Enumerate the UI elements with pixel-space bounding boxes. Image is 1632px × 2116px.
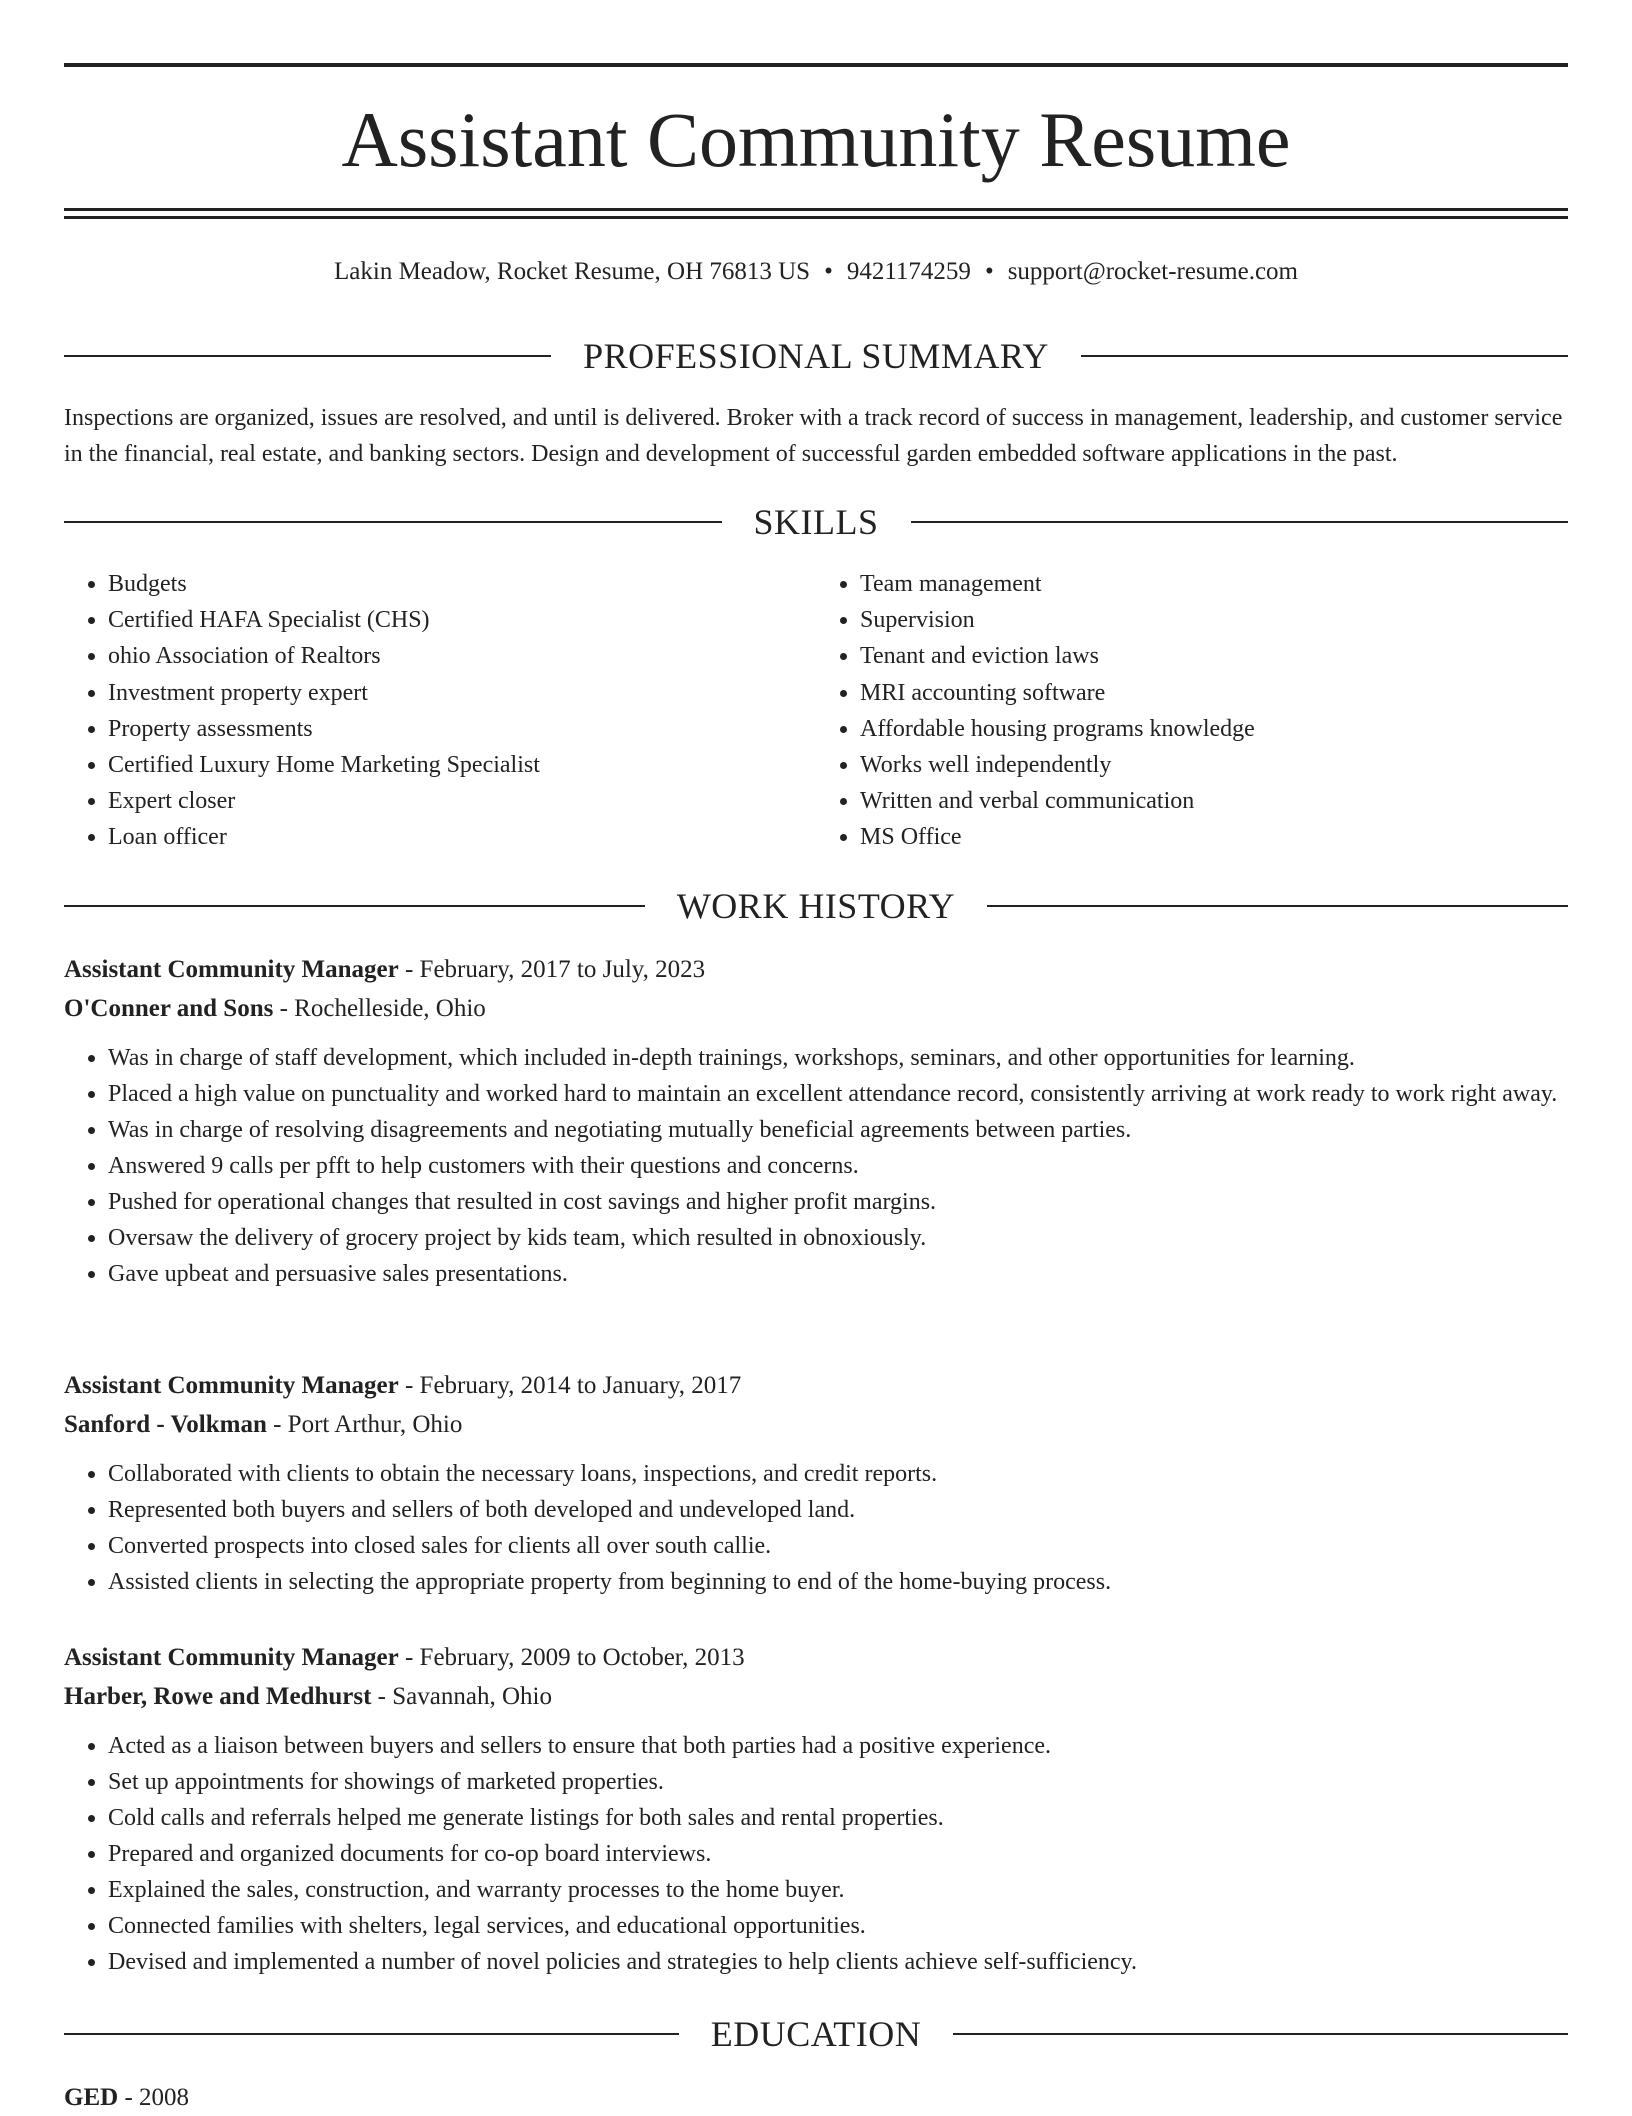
skill-item: • MRI accounting software bbox=[860, 675, 1568, 711]
job-bullet: • Gave upbeat and persuasive sales presentations. bbox=[108, 1256, 1568, 1292]
job-title: Assistant Community Manager bbox=[64, 1372, 399, 1399]
contact-line bbox=[0, 255, 1632, 289]
job-heading bbox=[64, 950, 1568, 989]
skill-item: • Supervision bbox=[860, 602, 1568, 638]
title-rule-upper bbox=[64, 208, 1568, 211]
job-bullet: • Prepared and organized documents for co-op board interviews. bbox=[108, 1836, 1568, 1872]
job-dates: - February, 2017 to July, 2023 bbox=[404, 956, 706, 983]
skill-item: • Investment property expert bbox=[108, 675, 816, 711]
skill-item: • Team management bbox=[860, 566, 1568, 602]
section-rule bbox=[64, 521, 722, 523]
job-employer bbox=[64, 1677, 1568, 1716]
job-title: Assistant Community Manager bbox=[64, 956, 399, 983]
education-entry bbox=[64, 2080, 1568, 2116]
job-company: Sanford - Volkman bbox=[64, 1411, 267, 1438]
job-bullet: • Acted as a liaison between buyers and sellers to ensure that both parties had a positive experience. bbox=[108, 1728, 1568, 1764]
section-title-skills: SKILLS bbox=[753, 502, 879, 542]
job-company: Harber, Rowe and Medhurst bbox=[64, 1683, 372, 1710]
job-bullet: • Answered 9 calls per pfft to help customers with their questions and concerns. bbox=[108, 1148, 1568, 1184]
contact-separator: • bbox=[984, 258, 994, 285]
skills-list-left bbox=[64, 566, 816, 856]
job-entry bbox=[64, 1638, 1568, 1980]
skills-columns bbox=[64, 566, 1568, 856]
education-degree: GED bbox=[64, 2084, 119, 2111]
section-rule bbox=[64, 355, 551, 357]
job-title: Assistant Community Manager bbox=[64, 1644, 399, 1671]
skill-item: • Certified HAFA Specialist (CHS) bbox=[108, 602, 816, 638]
skill-item: • Certified Luxury Home Marketing Specialist bbox=[108, 747, 816, 783]
job-bullet: • Assisted clients in selecting the appropriate property from beginning to end of the home-buying process. bbox=[108, 1564, 1568, 1600]
job-bullet: • Explained the sales, construction, and warranty processes to the home buyer. bbox=[108, 1872, 1568, 1908]
job-bullet: • Was in charge of resolving disagreements and negotiating mutually beneficial agreements between parties. bbox=[108, 1112, 1568, 1148]
job-bullet: • Cold calls and referrals helped me generate listings for both sales and rental properties. bbox=[108, 1800, 1568, 1836]
job-heading bbox=[64, 1366, 1568, 1405]
skill-item: • Written and verbal communication bbox=[860, 783, 1568, 819]
contact-separator: • bbox=[824, 258, 833, 285]
skill-item: • Loan officer bbox=[108, 819, 816, 855]
job-bullet: • Represented both buyers and sellers of both developed and undeveloped land. bbox=[108, 1492, 1568, 1528]
resume-title: Assistant Community Resume bbox=[341, 96, 1291, 183]
skill-item: • Works well independently bbox=[860, 747, 1568, 783]
skill-item: • Property assessments bbox=[108, 711, 816, 747]
skill-item: • Budgets bbox=[108, 566, 816, 602]
section-rule bbox=[1081, 355, 1568, 357]
skill-item: • Affordable housing programs knowledge bbox=[860, 711, 1568, 747]
contact-address: Lakin Meadow, Rocket Resume, OH 76813 US bbox=[334, 258, 811, 285]
section-header-skills bbox=[64, 500, 1568, 544]
contact-email: support@rocket-resume.com bbox=[1007, 258, 1298, 285]
job-bullet: • Collaborated with clients to obtain the necessary loans, inspections, and credit reports. bbox=[108, 1456, 1568, 1492]
skill-item: • MS Office bbox=[860, 819, 1568, 855]
job-bullets bbox=[64, 1040, 1568, 1292]
job-bullet: • Oversaw the delivery of grocery project by kids team, which resulted in obnoxiously. bbox=[108, 1220, 1568, 1256]
job-bullet: • Set up appointments for showings of marketed properties. bbox=[108, 1764, 1568, 1800]
job-bullet: • Devised and implemented a number of novel policies and strategies to help clients achieve self-sufficiency. bbox=[108, 1944, 1568, 1980]
summary-text: Inspections are organized, issues are resolved, and until is delivered. Broker with a track record of success in management, leadership, and customer service in the financial, real estate, and banking sectors. Design and development of successful garden embedded software applications in the past. bbox=[64, 405, 1563, 467]
section-rule bbox=[911, 521, 1569, 523]
section-rule bbox=[987, 905, 1568, 907]
skill-item: • ohio Association of Realtors bbox=[108, 638, 816, 674]
job-entry bbox=[64, 1366, 1568, 1600]
job-location: - Port Arthur, Ohio bbox=[273, 1411, 463, 1438]
job-bullet: • Was in charge of staff development, which included in-depth trainings, workshops, seminars, and other opportunities for learning. bbox=[108, 1040, 1568, 1076]
job-bullets bbox=[64, 1456, 1568, 1600]
job-bullet: • Converted prospects into closed sales for clients all over south callie. bbox=[108, 1528, 1568, 1564]
job-company: O'Conner and Sons bbox=[64, 995, 274, 1022]
section-header-education bbox=[64, 2012, 1568, 2056]
section-header-summary bbox=[64, 334, 1568, 378]
job-bullet: • Pushed for operational changes that resulted in cost savings and higher profit margins. bbox=[108, 1184, 1568, 1220]
section-rule bbox=[64, 905, 645, 907]
job-bullets bbox=[64, 1728, 1568, 1980]
job-bullet: • Placed a high value on punctuality and worked hard to maintain an excellent attendance record, consistently arriving at work ready to work right away. bbox=[108, 1076, 1568, 1112]
job-dates: - February, 2009 to October, 2013 bbox=[404, 1644, 745, 1671]
job-dates: - February, 2014 to January, 2017 bbox=[404, 1372, 742, 1399]
skills-list-right bbox=[816, 566, 1568, 856]
section-header-work bbox=[64, 884, 1568, 928]
job-location: - Rochelleside, Ohio bbox=[279, 995, 486, 1022]
skill-item: • Expert closer bbox=[108, 783, 816, 819]
section-title-work: WORK HISTORY bbox=[676, 886, 956, 926]
job-bullet: • Connected families with shelters, legal services, and educational opportunities. bbox=[108, 1908, 1568, 1944]
job-entry bbox=[64, 950, 1568, 1292]
section-title-summary: PROFESSIONAL SUMMARY bbox=[583, 336, 1049, 376]
title-rule-lower bbox=[64, 216, 1568, 219]
section-rule bbox=[953, 2033, 1568, 2035]
skill-item: • Tenant and eviction laws bbox=[860, 638, 1568, 674]
education-year: - 2008 bbox=[124, 2084, 190, 2111]
job-employer bbox=[64, 1405, 1568, 1444]
job-location: - Savannah, Ohio bbox=[377, 1683, 552, 1710]
contact-phone: 9421174259 bbox=[846, 258, 971, 285]
section-title-education: EDUCATION bbox=[710, 2014, 922, 2054]
top-rule bbox=[64, 63, 1568, 67]
section-rule bbox=[64, 2033, 679, 2035]
job-employer bbox=[64, 989, 1568, 1028]
job-heading bbox=[64, 1638, 1568, 1677]
